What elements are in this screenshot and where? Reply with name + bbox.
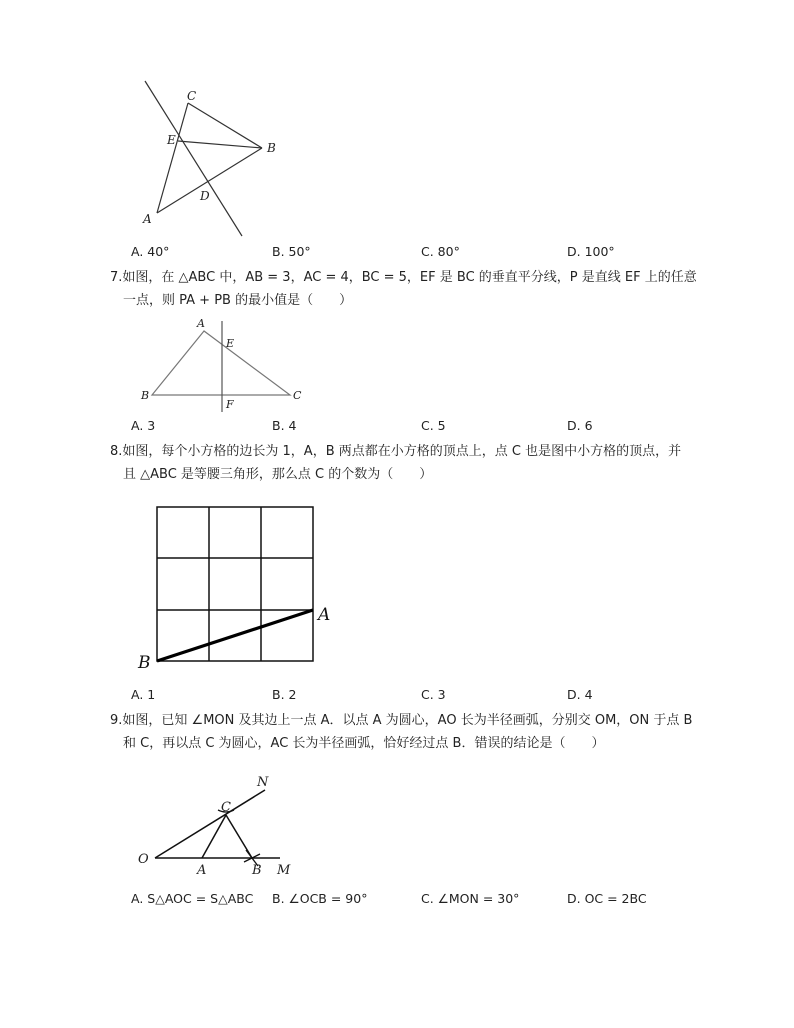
q8-label-a: A [318, 605, 331, 625]
q8-stem-line2: 且 △ABC 是等腰三角形，那么点 C 的个数为（ ） [123, 467, 433, 482]
q7-option-a[interactable]: A. 3 [131, 418, 156, 433]
q6-option-c[interactable]: C. 80° [421, 244, 460, 259]
q7-figure [135, 315, 310, 415]
q6-segment-eb [178, 141, 262, 148]
q6-line-bisector [145, 81, 242, 236]
q9-ray-on [155, 790, 265, 858]
q8-option-a[interactable]: A. 1 [131, 687, 156, 702]
q6-figure [130, 75, 290, 240]
q8-grid-figure [135, 500, 345, 675]
q9-option-c[interactable]: C. ∠MON = 30° [421, 891, 520, 906]
q9-stem [110, 709, 710, 755]
q9-segment-cb [226, 815, 252, 858]
q9-label-c: C [221, 800, 231, 815]
q9-figure [130, 770, 305, 880]
q7-option-d[interactable]: D. 6 [567, 418, 593, 433]
q9-label-a: A [197, 863, 207, 878]
q8-stem-line1: 8.如图，每个小方格的边长为 1，A，B 两点都在小方格的顶点上，点 C 也是图中小方格的顶点，并 [110, 444, 682, 459]
q8-option-c[interactable]: C. 3 [421, 687, 446, 702]
q7-label-c: C [293, 389, 302, 402]
q7-label-b: B [141, 389, 150, 402]
q7-label-e: E [226, 337, 235, 350]
q9-label-b: B [252, 863, 262, 878]
q6-label-a: A [143, 212, 152, 226]
q6-option-d[interactable]: D. 100° [567, 244, 615, 259]
q7-option-b[interactable]: B. 4 [272, 418, 297, 433]
q9-label-m: M [277, 863, 291, 878]
q7-triangle-abc [152, 331, 290, 395]
q6-label-d: D [200, 189, 210, 203]
q7-stem-line2: 一点，则 PA + PB 的最小值是（ ） [123, 293, 353, 308]
q7-stem-line1: 7.如图，在 △ABC 中，AB = 3，AC = 4，BC = 5，EF 是 BC 的垂直平分线，P 是直线 EF 上的任意 [110, 270, 697, 285]
q8-option-b[interactable]: B. 2 [272, 687, 297, 702]
q7-stem [110, 266, 710, 312]
q7-label-a: A [197, 317, 205, 330]
q9-stem-line2: 和 C，再以点 C 为圆心，AC 长为半径画弧，恰好经过点 B．错误的结论是（ ） [123, 736, 605, 751]
q7-option-c[interactable]: C. 5 [421, 418, 446, 433]
q9-option-b[interactable]: B. ∠OCB = 90° [272, 891, 368, 906]
q8-stem [110, 440, 710, 486]
q8-label-b: B [138, 653, 151, 673]
q6-label-b: B [267, 141, 276, 155]
q6-label-c: C [187, 89, 197, 103]
q6-side-cb [188, 103, 262, 148]
q9-option-d[interactable]: D. OC = 2BC [567, 891, 647, 906]
q7-label-f: F [226, 398, 234, 411]
q9-label-o: O [138, 852, 149, 867]
q9-option-a[interactable]: A. S△AOC = S△ABC [131, 891, 254, 906]
q8-option-d[interactable]: D. 4 [567, 687, 593, 702]
q6-label-e: E [167, 133, 176, 147]
q8-grid [157, 507, 313, 661]
q9-label-n: N [257, 775, 269, 790]
q9-stem-line1: 9.如图，已知 ∠MON 及其边上一点 A．以点 A 为圆心，AO 长为半径画弧，分别交 OM，ON 于点 B [110, 713, 693, 728]
q6-option-b[interactable]: B. 50° [272, 244, 311, 259]
q8-segment-ab [157, 610, 313, 661]
q6-option-a[interactable]: A. 40° [131, 244, 170, 259]
